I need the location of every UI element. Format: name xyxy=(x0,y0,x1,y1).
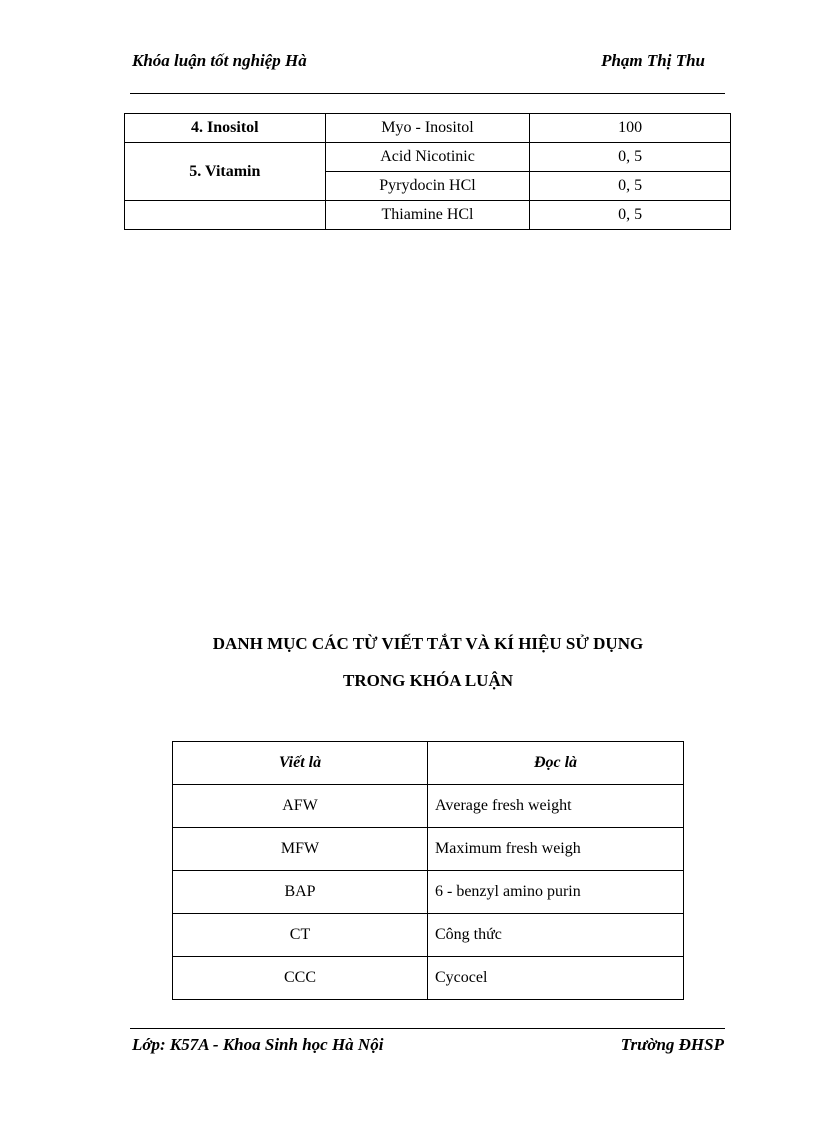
component-cell: Thiamine HCl xyxy=(325,201,530,230)
table-row xyxy=(173,785,684,828)
abbr-cell: MFW xyxy=(173,828,428,871)
table-header-row xyxy=(173,742,684,785)
culture-media-table xyxy=(124,113,731,230)
abbr-cell: AFW xyxy=(173,785,428,828)
meaning-cell: 6 - benzyl amino purin xyxy=(428,871,684,914)
component-cell: Myo - Inositol xyxy=(325,114,530,143)
column-header: Viết là xyxy=(173,742,428,785)
table-row xyxy=(173,914,684,957)
abbr-cell: CCC xyxy=(173,957,428,1000)
table-row xyxy=(125,143,731,172)
header-right-text: Phạm Thị Thu xyxy=(601,51,705,70)
group-cell: 4. Inositol xyxy=(125,114,326,143)
footer-rule xyxy=(130,1028,725,1029)
abbreviations-table xyxy=(172,741,684,1000)
section-title-line2: TRONG KHÓA LUẬN xyxy=(342,671,514,690)
amount-cell: 0, 5 xyxy=(530,201,731,230)
meaning-cell: Cycocel xyxy=(428,957,684,1000)
table-row xyxy=(173,871,684,914)
component-cell: Acid Nicotinic xyxy=(325,143,530,172)
footer-right-text: Trường ĐHSP xyxy=(620,1035,724,1054)
meaning-cell: Công thức xyxy=(428,914,684,957)
group-cell xyxy=(125,201,326,230)
table-row xyxy=(125,114,731,143)
amount-cell: 0, 5 xyxy=(530,172,731,201)
meaning-cell: Average fresh weight xyxy=(428,785,684,828)
abbr-cell: CT xyxy=(173,914,428,957)
meaning-cell: Maximum fresh weigh xyxy=(428,828,684,871)
group-cell: 5. Vitamin xyxy=(125,143,326,201)
table-row xyxy=(125,201,731,230)
table-row xyxy=(173,828,684,871)
section-title-line1: DANH MỤC CÁC TỪ VIẾT TẮT VÀ KÍ HIỆU SỬ DỤNG xyxy=(212,634,644,653)
header-left-text: Khóa luận tốt nghiệp Hà xyxy=(132,51,307,70)
column-header: Đọc là xyxy=(428,742,684,785)
header-rule xyxy=(130,93,725,94)
footer-left-text: Lớp: K57A - Khoa Sinh học Hà Nội xyxy=(132,1035,384,1054)
abbr-cell: BAP xyxy=(173,871,428,914)
component-cell: Pyrydocin HCl xyxy=(325,172,530,201)
table-row xyxy=(173,957,684,1000)
amount-cell: 100 xyxy=(530,114,731,143)
amount-cell: 0, 5 xyxy=(530,143,731,172)
